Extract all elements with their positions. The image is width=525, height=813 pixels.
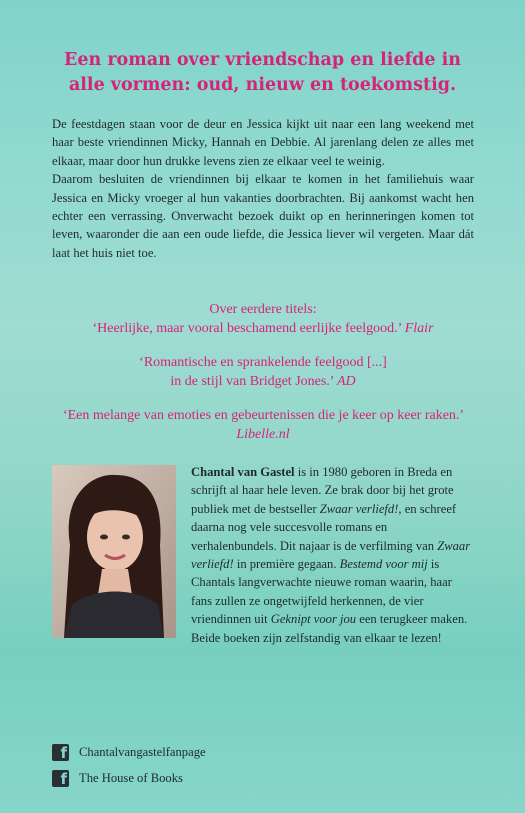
quote-text: ‘Heerlijke, maar vooral beschamend eerlijke feelgood.’ bbox=[92, 320, 402, 336]
social-label: Chantalvangastelfanpage bbox=[79, 744, 206, 759]
review-quote bbox=[52, 301, 474, 338]
blurb-paragraph: De feestdagen staan voor de deur en Jessica kijkt uit naar een lang weekend met haar beste vriendinnen Micky, Hannah en Debbie. Al jarenlang delen ze alles met elkaar, maar door hun drukke levens zien ze elkaar veel te weinig. bbox=[52, 117, 474, 168]
bio-text: in première gegaan. bbox=[233, 557, 340, 572]
tagline: Een roman over vriendschap en liefde in alle vormen: oud, nieuw en toekomstig. bbox=[64, 50, 461, 95]
blurb bbox=[52, 115, 474, 262]
book-title: Geknipt voor jou bbox=[270, 612, 357, 627]
bio-text: is Chantals langverwachte nieuwe roman waarin, haar fans zullen ze ongetwijfeld herkennen, de vier vriendinnen uit bbox=[191, 557, 452, 627]
facebook-icon: f bbox=[52, 744, 69, 761]
quote-source: Libelle.nl bbox=[236, 426, 290, 442]
author-bio bbox=[191, 463, 474, 647]
book-title: Zwaar verliefd! bbox=[319, 501, 399, 516]
quote-source: AD bbox=[336, 373, 356, 389]
facebook-icon: f bbox=[52, 770, 69, 787]
social-links bbox=[52, 742, 206, 794]
review-quote bbox=[52, 354, 474, 391]
quotes-intro: Over eerdere titels: bbox=[209, 302, 317, 317]
review-quote bbox=[52, 407, 474, 444]
quote-source: Flair bbox=[404, 320, 434, 336]
quote-text: ‘Een melange van emoties en gebeurtenissen die je keer op keer raken.’ bbox=[62, 408, 464, 423]
social-link[interactable] bbox=[52, 742, 206, 762]
social-label: The House of Books bbox=[79, 770, 183, 785]
book-title: Bestemd voor mij bbox=[339, 557, 428, 572]
book-title: Zwaar verliefd! bbox=[191, 538, 471, 572]
quote-text: in de stijl van Bridget Jones.’ bbox=[170, 373, 334, 389]
author-photo bbox=[52, 465, 176, 638]
bio-text: is in 1980 geboren in Breda en schrijft al haar hele leven. Ze brak door bij het grote publiek met de bestseller bbox=[191, 465, 454, 516]
author-name: Chantal van Gastel bbox=[191, 465, 295, 479]
review-quotes bbox=[52, 301, 474, 460]
blurb-paragraph: Daarom besluiten de vriendinnen bij elkaar te komen in het familiehuis waar Jessica en Micky vroeger al hun vakanties doorbrachten. Bij aankomst wacht hen echter een verrassing. Onverwacht bezoek duikt op en herinneringen komen tot leven, waaronder die aan een oude liefde, die Jessica liever wil vergeten. Maar dát laat het huis niet toe. bbox=[52, 172, 474, 260]
author-portrait-icon bbox=[52, 465, 176, 638]
social-link[interactable] bbox=[52, 768, 206, 788]
quote-text: ‘Romantische en sprankelende feelgood [...] bbox=[139, 355, 387, 370]
bio-text: een terugkeer maken. Beide boeken zijn zelfstandig van elkaar te lezen! bbox=[191, 612, 468, 645]
bio-text: , en schreef daarna nog vele succesvolle romans en verhalenbundels. Dit najaar is de verfilming van bbox=[191, 501, 457, 553]
